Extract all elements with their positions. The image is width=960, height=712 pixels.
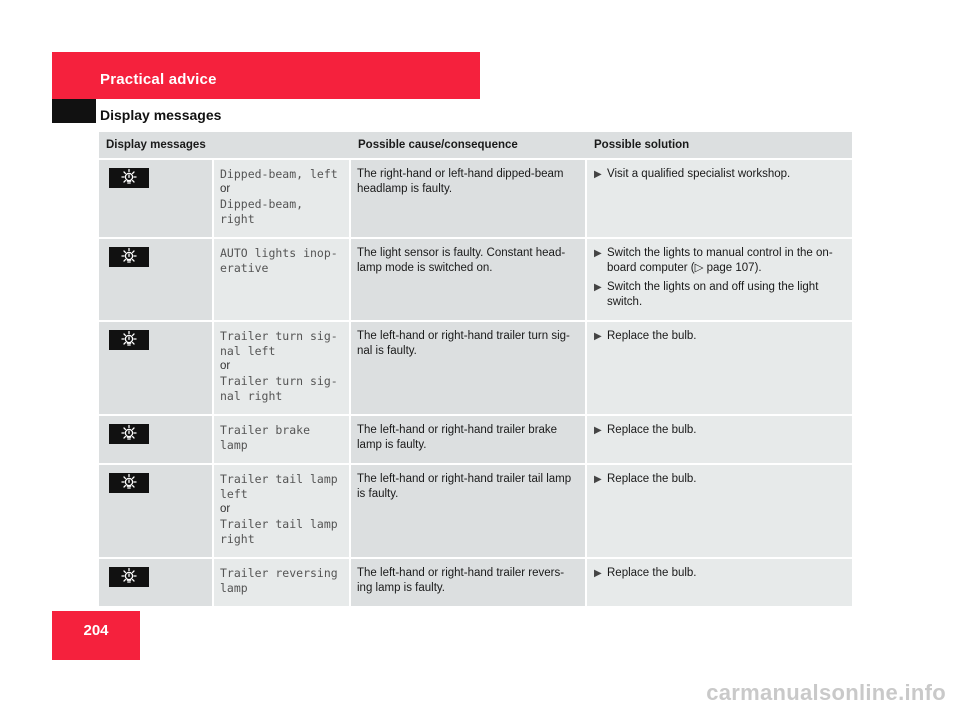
cause-cell: The right-hand or left-hand dipped-beam headlamp is faulty.	[351, 160, 587, 239]
solution-text: Switch the lights to manual control in the on- board computer (▷ page 107).	[607, 247, 833, 274]
icon-cell	[99, 416, 214, 465]
icon-cell	[99, 559, 214, 608]
solution-cell	[587, 559, 852, 608]
solution-text: Replace the bulb.	[607, 567, 697, 579]
column-header-solution: Possible solution	[587, 132, 852, 160]
message-text: Trailer brake lamp	[220, 423, 311, 452]
message-cell	[214, 416, 351, 465]
chapter-title: Practical advice	[100, 71, 217, 88]
light-bulb-warning-icon	[109, 330, 149, 350]
solution-cell	[587, 322, 852, 416]
solution-step	[593, 329, 846, 344]
solution-text: Replace the bulb.	[607, 330, 697, 342]
message-cell	[214, 160, 351, 239]
step-arrow-icon: ▶	[594, 425, 602, 436]
step-arrow-icon: ▶	[594, 568, 602, 579]
table-row	[99, 465, 852, 559]
icon-cell	[99, 322, 214, 416]
message-text: right	[220, 532, 255, 546]
step-arrow-icon: ▶	[594, 248, 602, 259]
table-body	[99, 160, 852, 608]
message-text: AUTO lights inop-	[220, 246, 338, 260]
section-title: Display messages	[100, 107, 222, 123]
icon-cell	[99, 160, 214, 239]
solution-cell	[587, 465, 852, 559]
icon-cell	[99, 465, 214, 559]
table-row	[99, 416, 852, 465]
solution-step	[593, 246, 846, 276]
light-bulb-warning-icon	[109, 473, 149, 493]
step-arrow-icon: ▶	[594, 282, 602, 293]
step-arrow-icon: ▶	[594, 169, 602, 180]
solution-cell	[587, 160, 852, 239]
icon-cell	[99, 239, 214, 322]
light-bulb-warning-icon	[109, 168, 149, 188]
solution-text: Replace the bulb.	[607, 424, 697, 436]
light-bulb-warning-icon	[109, 424, 149, 444]
message-text: Trailer turn sig-	[220, 329, 338, 343]
message-text: Trailer turn sig-	[220, 374, 338, 388]
cause-cell: The left-hand or right-hand trailer revers- ing lamp is faulty.	[351, 559, 587, 608]
message-text: Trailer tail lamp	[220, 517, 338, 531]
step-arrow-icon: ▶	[594, 331, 602, 342]
solution-text: Replace the bulb.	[607, 473, 697, 485]
message-cell	[214, 559, 351, 608]
message-cell	[214, 465, 351, 559]
column-header-cause: Possible cause/consequence	[351, 132, 587, 160]
table-header-row	[99, 132, 852, 160]
solution-step	[593, 167, 846, 182]
solution-step	[593, 280, 846, 310]
message-text: lamp	[220, 581, 248, 595]
message-separator: or	[220, 503, 231, 515]
solution-step	[593, 472, 846, 487]
light-bulb-warning-icon	[109, 247, 149, 267]
step-arrow-icon: ▶	[594, 474, 602, 485]
message-text: Dipped-beam, right	[220, 197, 304, 226]
message-cell	[214, 239, 351, 322]
message-text: nal right	[220, 389, 283, 403]
cause-cell: The left-hand or right-hand trailer brake lamp is faulty.	[351, 416, 587, 465]
display-messages-table	[99, 132, 852, 608]
watermark: carmanualsonline.info	[706, 680, 946, 705]
message-separator: or	[220, 360, 231, 372]
cause-cell: The left-hand or right-hand trailer turn sig- nal is faulty.	[351, 322, 587, 416]
page-number: 204	[83, 622, 109, 639]
message-text: Trailer tail lamp	[220, 472, 338, 486]
light-bulb-warning-icon	[109, 567, 149, 587]
table-row	[99, 322, 852, 416]
cause-cell: The left-hand or right-hand trailer tail lamp is faulty.	[351, 465, 587, 559]
solution-step	[593, 423, 846, 438]
message-text: left	[220, 487, 248, 501]
section-tab	[52, 99, 96, 123]
solution-cell	[587, 239, 852, 322]
cause-cell: The light sensor is faulty. Constant head- lamp mode is switched on.	[351, 239, 587, 322]
message-text: erative	[220, 261, 269, 275]
solution-text: Visit a qualified specialist workshop.	[607, 168, 791, 180]
column-header-display-messages: Display messages	[99, 132, 351, 160]
message-cell	[214, 322, 351, 416]
solution-text: Switch the lights on and off using the light switch.	[607, 281, 819, 308]
message-separator: or	[220, 183, 231, 195]
table-row	[99, 239, 852, 322]
message-text: Trailer reversing	[220, 566, 338, 580]
message-text: Dipped-beam, left	[220, 167, 338, 181]
message-text: nal left	[220, 344, 276, 358]
solution-step	[593, 566, 846, 581]
table-row	[99, 160, 852, 239]
solution-cell	[587, 416, 852, 465]
table-row	[99, 559, 852, 608]
